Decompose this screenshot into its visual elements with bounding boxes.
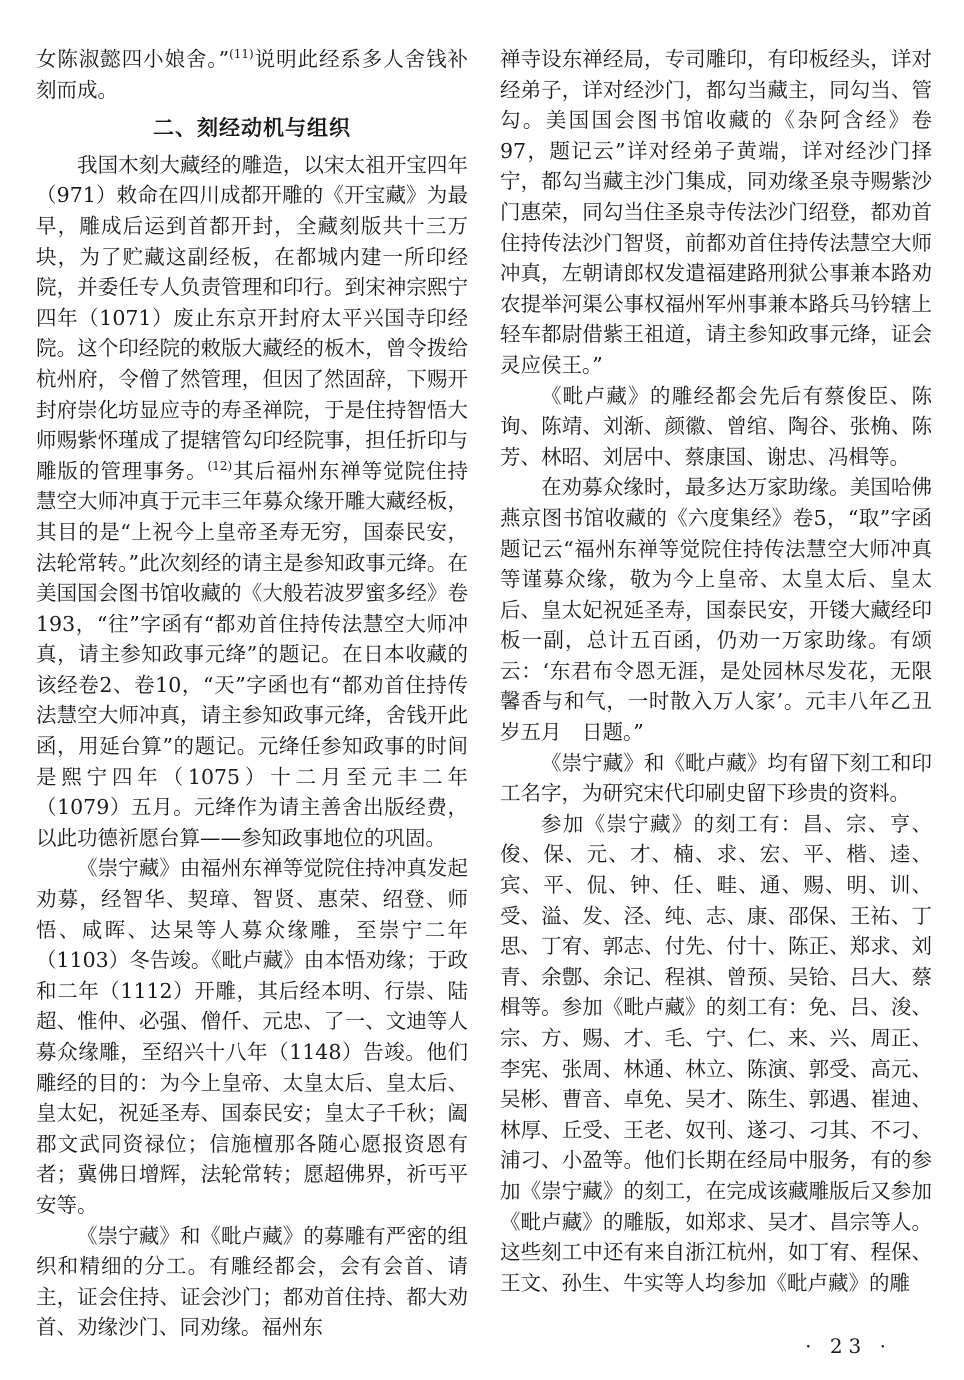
paragraph: 在劝募众缘时，最多达万家助缘。美国哈佛燕京图书馆收藏的《六度集经》卷5，“取”字函题记云“福州东禅等觉院住持传法慧空大师冲真等谨募众缘，敬为今上皇帝、太皇太后、皇太后、皇太妃祝延圣寿，国泰民安，开镂大藏经印板一副，总计五百函，仍劝一万家助缘。有颂云：‘东君布令恩无涯，是处园林尽发花，无限馨香与和气，一时散入万人家’。元丰八年乙丑岁五月 日题。” xyxy=(500,475,932,745)
right-column xyxy=(500,44,932,1298)
footnote-ref: (12) xyxy=(207,458,233,473)
paragraph: 《崇宁藏》和《毗卢藏》均有留下刻工和印工名字，为研究宋代印刷史留下珍贵的资料。 xyxy=(500,750,932,806)
paragraph: 《崇宁藏》由福州东禅等觉院住持冲真发起劝募，经智华、契璋、智贤、惠荣、绍登、师悟、咸晖、达杲等人募众缘雕，至崇宁二年（1103）冬告竣。《毗卢藏》由本悟劝缘；于政和二年（1112）开雕，其后经本明、行崇、陆超、惟仲、必强、僧仟、元忠、了一、文迪等人募众缘雕，至绍兴十八年（1148）告竣。他们雕经的目的：为今上皇帝、太皇太后、皇太后、皇太妃，祝延圣寿、国泰民安；皇太子千秋；阖郡文武同资禄位；信施檀那各随心愿报资恩有者；冀佛日增辉，法轮常转；愿超佛界，祈丐平安等。 xyxy=(36,856,468,1217)
paragraph-text: 我国木刻大藏经的雕造，以宋太祖开宝四年（971）敕命在四川成都开雕的《开宝藏》为最早，雕成后运到首都开封，全藏刻版共十三万块，为了贮藏这副经板，在都城内建一所印经院，并委任专人负责管理和印行。到宋神宗熙宁四年（1071）废止东京开封府太平兴国寺印经院。这个印经院的敕版大藏经的板木，曾令拨给杭州府，令僧了然管理，但因了然固辞，下赐开封府崇化坊显应寺的寿圣禅院，于是住持智悟大师赐紫怀瑾成了提辖管勾印经院事，担任折印与雕版的管理事务。 xyxy=(36,152,468,483)
paragraph-text: 说明此经系多人舍钱补刻而成。 xyxy=(36,47,469,102)
paragraph: 《崇宁藏》和《毗卢藏》的募雕有严密的组织和精细的分工。有雕经都会，会有会首、请主，证会住持、证会沙门；都劝首住持、都大劝首、劝缘沙门、同劝缘。福州东 xyxy=(36,1223,468,1340)
section-heading: 二、刻经动机与组织 xyxy=(153,115,351,141)
paragraph: 《毗卢藏》的雕经都会先后有蔡俊臣、陈询、陈靖、刘渐、颜徽、曾绾、陶谷、张桷、陈芳、林昭、刘居中、蔡康国、谢忠、冯楫等。 xyxy=(500,383,932,469)
paragraph: 禅寺设东禅经局，专司雕印，有印板经头，详对经弟子，详对经沙门，都勾当藏主，同勾当、管勾。美国国会图书馆收藏的《杂阿含经》卷97，题记云”详对经弟子黄端，详对经沙门择宁，都勾当藏主沙门集成，同劝缘圣泉寺赐紫沙门惠荣，同勾当住圣泉寺传法沙门绍登，都劝首住持传法沙门智贤，前都劝首住持传法慧空大师冲真，左朝请郎权发遣福建路刑狱公事兼本路劝农提举河渠公事权福州军州事兼本路兵马钤辖上轻车都尉借紫王祖道，请主参知政事元绛，证会灵应侯王。” xyxy=(500,47,932,377)
paragraph xyxy=(36,150,468,854)
footnote-ref: (11) xyxy=(229,47,254,62)
paragraph xyxy=(36,44,468,105)
page-number: · 23 · xyxy=(805,1334,892,1358)
paragraph: 参加《崇宁藏》的刻工有：昌、宗、亨、俊、保、元、才、楠、求、宏、平、楷、逵、宾、平、侃、钟、任、畦、通、赐、明、训、受、溢、发、泾、纯、志、康、邵保、王祐、丁思、丁宥、郭志、付先、付十、陈正、郑求、刘青、余鄷、余记、程祺、曾预、吴铪、吕大、蔡楫等。参加《毗卢藏》的刻工有：免、吕、浚、宗、方、赐、才、毛、宁、仁、来、兴、周正、李宪、张周、林通、林立、陈演、郭受、高元、吴彬、曹音、卓免、吴才、陈生、郭遇、崔迪、林厚、丘受、王老、奴刊、遂刁、刁其、不刁、浦刁、小盈等。他们长期在经局中服务，有的参加《崇宁藏》的刻工，在完成该藏雕版后又参加《毗卢藏》的雕版，如郑求、吴才、昌宗等人。这些刻工中还有来自浙江杭州，如丁宥、程保、王文、孙生、牛实等人均参加《毗卢藏》的雕 xyxy=(500,811,932,1295)
left-column xyxy=(36,44,468,1343)
paragraph-text: 女陈淑懿四小娘舍。” xyxy=(36,47,230,71)
paragraph-text: 其后福州东禅等觉院住持慧空大师冲真于元丰三年募众缘开雕大藏经板，其目的是“上祝今上皇帝圣寿无穷，国泰民安，法轮常转。”此次刻经的请主是参知政事元绛。在美国国会图书馆收藏的《大般若波罗蜜多经》卷193，“往”字函有“都劝首住持传法慧空大师冲真，请主参知政事元绛”的题记。在日本收藏的该经卷2、卷10，“天”字函也有“都劝首住持传法慧空大师冲真，请主参知政事元绛，舍钱开此函，用延台算”的题记。元绛任参知政事的时间是熙宁四年（1075）十二月至元丰二年（1079）五月。元绛作为请主善舍出版经费，以此功德祈愿台算——参知政事地位的巩固。 xyxy=(36,458,469,850)
